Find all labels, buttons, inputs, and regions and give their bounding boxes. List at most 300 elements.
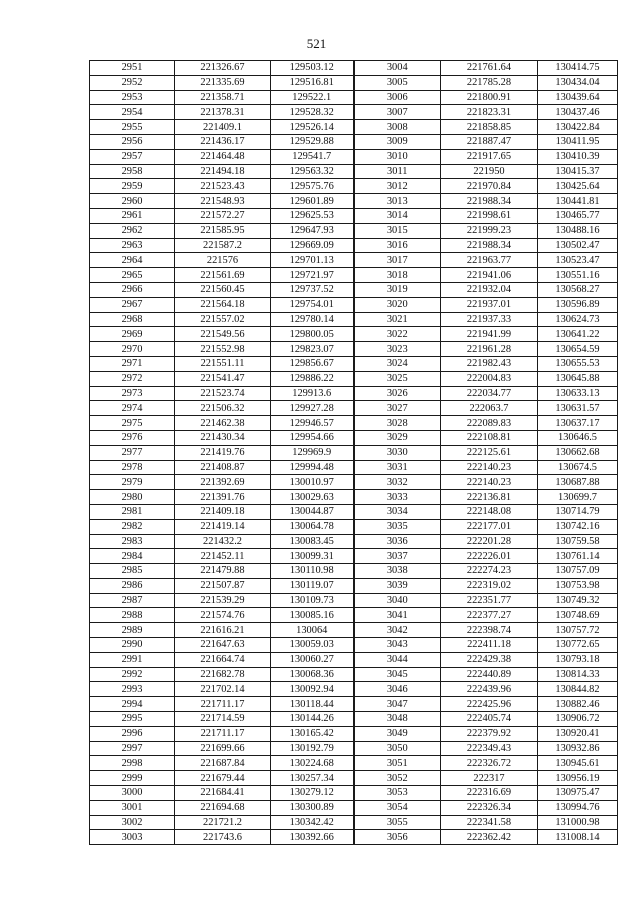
table-cell-y-coordinate: 130119.07 (271, 578, 354, 593)
table-row (90, 667, 618, 682)
table-row (90, 475, 618, 490)
table-cell-y-coordinate: 130044.87 (271, 504, 354, 519)
table-cell-point-number: 3017 (354, 253, 441, 268)
table-cell-x-coordinate: 222362.42 (441, 830, 538, 845)
table-cell-point-number: 2972 (90, 371, 175, 386)
table-cell-y-coordinate: 130410.39 (538, 149, 618, 164)
table-row (90, 608, 618, 623)
table-cell-y-coordinate: 130439.64 (538, 90, 618, 105)
table-cell-x-coordinate: 221436.17 (175, 134, 271, 149)
table-cell-x-coordinate: 221523.74 (175, 386, 271, 401)
table-cell-y-coordinate: 129913.6 (271, 386, 354, 401)
table-cell-x-coordinate: 222351.77 (441, 593, 538, 608)
table-cell-y-coordinate: 129625.53 (271, 208, 354, 223)
table-cell-x-coordinate: 222326.72 (441, 756, 538, 771)
table-cell-point-number: 2989 (90, 623, 175, 638)
table-cell-point-number: 3012 (354, 179, 441, 194)
table-row (90, 356, 618, 371)
table-cell-point-number: 3013 (354, 194, 441, 209)
table-cell-point-number: 3046 (354, 682, 441, 697)
table-cell-x-coordinate: 221823.31 (441, 105, 538, 120)
table-row (90, 771, 618, 786)
table-row (90, 697, 618, 712)
table-cell-point-number: 2993 (90, 682, 175, 697)
table-cell-point-number: 3023 (354, 342, 441, 357)
table-cell-y-coordinate: 130761.14 (538, 549, 618, 564)
table-cell-point-number: 3016 (354, 238, 441, 253)
table-row (90, 149, 618, 164)
table-cell-x-coordinate: 221358.71 (175, 90, 271, 105)
table-cell-point-number: 3001 (90, 800, 175, 815)
table-cell-point-number: 3007 (354, 105, 441, 120)
table-cell-x-coordinate: 221941.99 (441, 327, 538, 342)
table-cell-point-number: 3050 (354, 741, 441, 756)
table-cell-y-coordinate: 130624.73 (538, 312, 618, 327)
table-cell-point-number: 2988 (90, 608, 175, 623)
table-cell-y-coordinate: 130224.68 (271, 756, 354, 771)
table-cell-x-coordinate: 221523.43 (175, 179, 271, 194)
table-cell-point-number: 2951 (90, 61, 175, 76)
table-cell-point-number: 2999 (90, 771, 175, 786)
table-cell-x-coordinate: 221326.67 (175, 61, 271, 76)
table-cell-point-number: 2961 (90, 208, 175, 223)
table-cell-y-coordinate: 129780.14 (271, 312, 354, 327)
table-row (90, 416, 618, 431)
table-cell-x-coordinate: 221506.32 (175, 401, 271, 416)
table-row (90, 504, 618, 519)
table-cell-x-coordinate: 221464.48 (175, 149, 271, 164)
table-cell-point-number: 2978 (90, 460, 175, 475)
table-cell-y-coordinate: 130099.31 (271, 549, 354, 564)
table-cell-x-coordinate: 222440.89 (441, 667, 538, 682)
table-cell-point-number: 3020 (354, 297, 441, 312)
coordinates-table-body (90, 61, 618, 845)
table-cell-x-coordinate: 222319.02 (441, 578, 538, 593)
table-cell-y-coordinate: 130092.94 (271, 682, 354, 697)
table-cell-x-coordinate: 221616.21 (175, 623, 271, 638)
table-cell-point-number: 3022 (354, 327, 441, 342)
table-cell-x-coordinate: 221761.64 (441, 61, 538, 76)
table-cell-x-coordinate: 221479.88 (175, 564, 271, 579)
table-cell-point-number: 3021 (354, 312, 441, 327)
table-cell-y-coordinate: 130645.88 (538, 371, 618, 386)
table-cell-x-coordinate: 221335.69 (175, 75, 271, 90)
table-cell-y-coordinate: 130631.57 (538, 401, 618, 416)
table-cell-y-coordinate: 129856.67 (271, 356, 354, 371)
table-cell-y-coordinate: 130674.5 (538, 460, 618, 475)
page-number: 521 (306, 36, 327, 51)
table-cell-x-coordinate: 221800.91 (441, 90, 538, 105)
table-cell-y-coordinate: 129516.81 (271, 75, 354, 90)
table-cell-x-coordinate: 221572.27 (175, 208, 271, 223)
table-cell-x-coordinate: 222125.61 (441, 445, 538, 460)
table-cell-point-number: 3052 (354, 771, 441, 786)
table-cell-y-coordinate: 130757.72 (538, 623, 618, 638)
table-cell-point-number: 3011 (354, 164, 441, 179)
table-cell-x-coordinate: 221950 (441, 164, 538, 179)
table-cell-y-coordinate: 129528.32 (271, 105, 354, 120)
table-cell-x-coordinate: 221494.18 (175, 164, 271, 179)
table-cell-y-coordinate: 130920.41 (538, 726, 618, 741)
table-cell-y-coordinate: 130118.44 (271, 697, 354, 712)
table-row (90, 401, 618, 416)
table-row (90, 342, 618, 357)
table-cell-point-number: 2956 (90, 134, 175, 149)
table-cell-x-coordinate: 222405.74 (441, 712, 538, 727)
table-cell-y-coordinate: 129754.01 (271, 297, 354, 312)
table-cell-x-coordinate: 222341.58 (441, 815, 538, 830)
table-cell-point-number: 3006 (354, 90, 441, 105)
table-cell-x-coordinate: 221462.38 (175, 416, 271, 431)
table-cell-point-number: 3045 (354, 667, 441, 682)
table-cell-x-coordinate: 221391.76 (175, 490, 271, 505)
table-cell-point-number: 3030 (354, 445, 441, 460)
table-cell-y-coordinate: 131008.14 (538, 830, 618, 845)
table-cell-point-number: 3032 (354, 475, 441, 490)
table-cell-y-coordinate: 129701.13 (271, 253, 354, 268)
table-cell-x-coordinate: 222148.08 (441, 504, 538, 519)
table-cell-point-number: 2979 (90, 475, 175, 490)
table-cell-point-number: 2992 (90, 667, 175, 682)
table-row (90, 430, 618, 445)
table-cell-point-number: 2998 (90, 756, 175, 771)
table-cell-point-number: 2957 (90, 149, 175, 164)
table-row (90, 726, 618, 741)
table-cell-point-number: 2995 (90, 712, 175, 727)
table-cell-point-number: 3025 (354, 371, 441, 386)
table-cell-x-coordinate: 222063.7 (441, 401, 538, 416)
table-cell-y-coordinate: 129522.1 (271, 90, 354, 105)
table-row (90, 297, 618, 312)
table-cell-x-coordinate: 221664.74 (175, 652, 271, 667)
table-row (90, 623, 618, 638)
table-cell-point-number: 3034 (354, 504, 441, 519)
table-cell-point-number: 3005 (354, 75, 441, 90)
table-cell-x-coordinate: 221699.66 (175, 741, 271, 756)
table-cell-x-coordinate: 221408.87 (175, 460, 271, 475)
table-cell-y-coordinate: 130551.16 (538, 268, 618, 283)
table-cell-x-coordinate: 221452.11 (175, 549, 271, 564)
table-cell-point-number: 3029 (354, 430, 441, 445)
table-cell-point-number: 2958 (90, 164, 175, 179)
table-cell-x-coordinate: 221999.23 (441, 223, 538, 238)
table-cell-y-coordinate: 130742.16 (538, 519, 618, 534)
table-cell-point-number: 3008 (354, 120, 441, 135)
table-row (90, 638, 618, 653)
table-row (90, 208, 618, 223)
table-cell-y-coordinate: 129529.88 (271, 134, 354, 149)
table-cell-y-coordinate: 130437.46 (538, 105, 618, 120)
table-cell-point-number: 2959 (90, 179, 175, 194)
table-cell-point-number: 3014 (354, 208, 441, 223)
table-cell-y-coordinate: 131000.98 (538, 815, 618, 830)
table-cell-y-coordinate: 129954.66 (271, 430, 354, 445)
table-cell-y-coordinate: 130502.47 (538, 238, 618, 253)
table-cell-point-number: 2980 (90, 490, 175, 505)
table-cell-y-coordinate: 129526.14 (271, 120, 354, 135)
table-cell-y-coordinate: 130523.47 (538, 253, 618, 268)
table-cell-point-number: 2965 (90, 268, 175, 283)
table-cell-y-coordinate: 129927.28 (271, 401, 354, 416)
table-row (90, 164, 618, 179)
table-cell-x-coordinate: 221419.14 (175, 519, 271, 534)
table-cell-x-coordinate: 221430.34 (175, 430, 271, 445)
table-cell-x-coordinate: 222274.23 (441, 564, 538, 579)
table-cell-x-coordinate: 221887.47 (441, 134, 538, 149)
table-cell-point-number: 3015 (354, 223, 441, 238)
table-cell-point-number: 2986 (90, 578, 175, 593)
table-cell-y-coordinate: 130465.77 (538, 208, 618, 223)
table-cell-y-coordinate: 130596.89 (538, 297, 618, 312)
table-cell-point-number: 3033 (354, 490, 441, 505)
table-cell-x-coordinate: 221378.31 (175, 105, 271, 120)
table-cell-x-coordinate: 221785.28 (441, 75, 538, 90)
table-cell-x-coordinate: 221937.01 (441, 297, 538, 312)
table-row (90, 268, 618, 283)
table-row (90, 756, 618, 771)
table-cell-x-coordinate: 221937.33 (441, 312, 538, 327)
table-cell-y-coordinate: 129969.9 (271, 445, 354, 460)
table-row (90, 282, 618, 297)
table-cell-x-coordinate: 222201.28 (441, 534, 538, 549)
table-cell-y-coordinate: 129647.93 (271, 223, 354, 238)
table-cell-y-coordinate: 130064.78 (271, 519, 354, 534)
table-row (90, 134, 618, 149)
table-cell-y-coordinate: 129541.7 (271, 149, 354, 164)
table-cell-y-coordinate: 130994.76 (538, 800, 618, 815)
table-row (90, 179, 618, 194)
table-cell-point-number: 2981 (90, 504, 175, 519)
table-cell-x-coordinate: 221419.76 (175, 445, 271, 460)
table-row (90, 578, 618, 593)
table-cell-x-coordinate: 222439.96 (441, 682, 538, 697)
table-cell-point-number: 3040 (354, 593, 441, 608)
table-cell-x-coordinate: 221647.63 (175, 638, 271, 653)
table-cell-point-number: 3042 (354, 623, 441, 638)
table-cell-point-number: 2962 (90, 223, 175, 238)
table-cell-y-coordinate: 130414.75 (538, 61, 618, 76)
table-cell-y-coordinate: 130415.37 (538, 164, 618, 179)
table-row (90, 830, 618, 845)
table-row (90, 519, 618, 534)
table-cell-y-coordinate: 130759.58 (538, 534, 618, 549)
table-cell-y-coordinate: 130279.12 (271, 786, 354, 801)
table-cell-y-coordinate: 129669.09 (271, 238, 354, 253)
table-cell-point-number: 2987 (90, 593, 175, 608)
table-cell-y-coordinate: 129994.48 (271, 460, 354, 475)
table-cell-x-coordinate: 221743.6 (175, 830, 271, 845)
table-cell-point-number: 2991 (90, 652, 175, 667)
table-cell-y-coordinate: 129503.12 (271, 61, 354, 76)
table-cell-x-coordinate: 221711.17 (175, 726, 271, 741)
table-cell-x-coordinate: 221682.78 (175, 667, 271, 682)
table-row (90, 90, 618, 105)
table-row (90, 445, 618, 460)
table-cell-point-number: 3051 (354, 756, 441, 771)
table-cell-point-number: 2952 (90, 75, 175, 90)
table-cell-x-coordinate: 221507.87 (175, 578, 271, 593)
table-cell-point-number: 3038 (354, 564, 441, 579)
table-cell-x-coordinate: 221432.2 (175, 534, 271, 549)
table-cell-x-coordinate: 221549.56 (175, 327, 271, 342)
table-cell-point-number: 3024 (354, 356, 441, 371)
table-cell-point-number: 2990 (90, 638, 175, 653)
table-cell-x-coordinate: 221684.41 (175, 786, 271, 801)
table-cell-point-number: 2955 (90, 120, 175, 135)
table-cell-point-number: 3002 (90, 815, 175, 830)
table-cell-x-coordinate: 221687.84 (175, 756, 271, 771)
table-cell-point-number: 3056 (354, 830, 441, 845)
table-cell-point-number: 3018 (354, 268, 441, 283)
table-cell-point-number: 2966 (90, 282, 175, 297)
table-cell-y-coordinate: 130882.46 (538, 697, 618, 712)
table-row (90, 223, 618, 238)
table-row (90, 712, 618, 727)
table-row (90, 253, 618, 268)
table-cell-y-coordinate: 130059.03 (271, 638, 354, 653)
table-cell-x-coordinate: 221409.1 (175, 120, 271, 135)
table-cell-y-coordinate: 130772.65 (538, 638, 618, 653)
table-cell-y-coordinate: 130956.19 (538, 771, 618, 786)
table-cell-point-number: 2967 (90, 297, 175, 312)
table-row (90, 386, 618, 401)
table-cell-x-coordinate: 221858.85 (441, 120, 538, 135)
table-cell-y-coordinate: 130257.34 (271, 771, 354, 786)
table-cell-point-number: 2984 (90, 549, 175, 564)
table-cell-x-coordinate: 221564.18 (175, 297, 271, 312)
table-cell-x-coordinate: 221711.17 (175, 697, 271, 712)
table-cell-x-coordinate: 221721.2 (175, 815, 271, 830)
table-cell-x-coordinate: 221548.93 (175, 194, 271, 209)
table-cell-point-number: 2994 (90, 697, 175, 712)
table-cell-y-coordinate: 130434.04 (538, 75, 618, 90)
table-cell-y-coordinate: 130714.79 (538, 504, 618, 519)
table-cell-x-coordinate: 222034.77 (441, 386, 538, 401)
table-cell-y-coordinate: 130029.63 (271, 490, 354, 505)
table-cell-x-coordinate: 222317 (441, 771, 538, 786)
table-cell-x-coordinate: 222379.92 (441, 726, 538, 741)
table-cell-point-number: 2953 (90, 90, 175, 105)
table-cell-x-coordinate: 222177.01 (441, 519, 538, 534)
table-cell-point-number: 3004 (354, 61, 441, 76)
table-cell-y-coordinate: 130441.81 (538, 194, 618, 209)
table-cell-y-coordinate: 130753.98 (538, 578, 618, 593)
table-cell-point-number: 3053 (354, 786, 441, 801)
table-cell-y-coordinate: 130342.42 (271, 815, 354, 830)
table-cell-point-number: 2964 (90, 253, 175, 268)
table-cell-point-number: 3031 (354, 460, 441, 475)
table-cell-point-number: 2996 (90, 726, 175, 741)
table-row (90, 460, 618, 475)
table-cell-point-number: 2985 (90, 564, 175, 579)
table-cell-y-coordinate: 130083.45 (271, 534, 354, 549)
table-row (90, 312, 618, 327)
table-cell-point-number: 3044 (354, 652, 441, 667)
table-cell-x-coordinate: 221702.14 (175, 682, 271, 697)
table-row (90, 327, 618, 342)
table-cell-y-coordinate: 130425.64 (538, 179, 618, 194)
table-cell-y-coordinate: 130748.69 (538, 608, 618, 623)
table-cell-x-coordinate: 221409.18 (175, 504, 271, 519)
table-cell-x-coordinate: 221551.11 (175, 356, 271, 371)
table-cell-point-number: 2973 (90, 386, 175, 401)
table-cell-y-coordinate: 130945.61 (538, 756, 618, 771)
table-cell-x-coordinate: 221694.68 (175, 800, 271, 815)
table-cell-x-coordinate: 221982.43 (441, 356, 538, 371)
table-cell-point-number: 3036 (354, 534, 441, 549)
table-cell-x-coordinate: 222140.23 (441, 460, 538, 475)
table-cell-point-number: 3048 (354, 712, 441, 727)
table-row (90, 75, 618, 90)
table-cell-point-number: 2975 (90, 416, 175, 431)
table-cell-point-number: 2954 (90, 105, 175, 120)
table-cell-point-number: 3010 (354, 149, 441, 164)
table-cell-point-number: 2974 (90, 401, 175, 416)
table-cell-x-coordinate: 221585.95 (175, 223, 271, 238)
table-cell-point-number: 3041 (354, 608, 441, 623)
table-cell-y-coordinate: 130165.42 (271, 726, 354, 741)
table-cell-y-coordinate: 130060.27 (271, 652, 354, 667)
table-cell-y-coordinate: 130085.16 (271, 608, 354, 623)
table-cell-x-coordinate: 222377.27 (441, 608, 538, 623)
table-row (90, 238, 618, 253)
table-cell-x-coordinate: 222004.83 (441, 371, 538, 386)
table-cell-y-coordinate: 130906.72 (538, 712, 618, 727)
table-row (90, 549, 618, 564)
table-cell-point-number: 3026 (354, 386, 441, 401)
table-cell-y-coordinate: 130144.26 (271, 712, 354, 727)
table-cell-x-coordinate: 221970.84 (441, 179, 538, 194)
table-cell-y-coordinate: 130749.32 (538, 593, 618, 608)
table-cell-point-number: 2983 (90, 534, 175, 549)
table-cell-y-coordinate: 130064 (271, 623, 354, 638)
table-cell-x-coordinate: 222429.38 (441, 652, 538, 667)
table-row (90, 593, 618, 608)
table-row (90, 534, 618, 549)
table-row (90, 564, 618, 579)
table-cell-x-coordinate: 221941.06 (441, 268, 538, 283)
table-cell-y-coordinate: 129601.89 (271, 194, 354, 209)
table-cell-x-coordinate: 222108.81 (441, 430, 538, 445)
table-cell-y-coordinate: 129800.05 (271, 327, 354, 342)
table-cell-point-number: 3037 (354, 549, 441, 564)
table-cell-y-coordinate: 130699.7 (538, 490, 618, 505)
table-row (90, 815, 618, 830)
table-cell-y-coordinate: 130646.5 (538, 430, 618, 445)
table-cell-x-coordinate: 221561.69 (175, 268, 271, 283)
table-cell-point-number: 3043 (354, 638, 441, 653)
table-cell-x-coordinate: 221557.02 (175, 312, 271, 327)
table-cell-point-number: 2976 (90, 430, 175, 445)
table-cell-point-number: 3054 (354, 800, 441, 815)
table-cell-x-coordinate: 222089.83 (441, 416, 538, 431)
table-cell-x-coordinate: 221988.34 (441, 238, 538, 253)
table-cell-y-coordinate: 130411.95 (538, 134, 618, 149)
table-cell-y-coordinate: 130662.68 (538, 445, 618, 460)
table-row (90, 105, 618, 120)
table-cell-x-coordinate: 221988.34 (441, 194, 538, 209)
table-cell-x-coordinate: 221392.69 (175, 475, 271, 490)
table-cell-y-coordinate: 130932.86 (538, 741, 618, 756)
table-cell-point-number: 3047 (354, 697, 441, 712)
table-cell-y-coordinate: 130568.27 (538, 282, 618, 297)
table-cell-x-coordinate: 221963.77 (441, 253, 538, 268)
table-cell-point-number: 3035 (354, 519, 441, 534)
table-cell-point-number: 2960 (90, 194, 175, 209)
table-row (90, 120, 618, 135)
table-cell-y-coordinate: 130641.22 (538, 327, 618, 342)
table-cell-y-coordinate: 129721.97 (271, 268, 354, 283)
